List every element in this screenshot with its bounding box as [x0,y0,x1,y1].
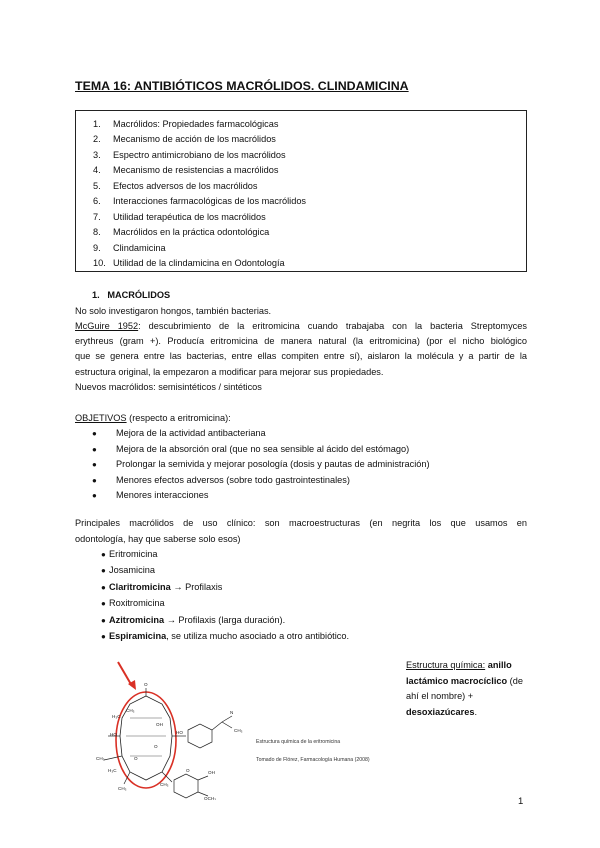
toc-item-label: Utilidad de la clindamicina en Odontología [113,258,285,269]
toc-item-number: 8. [93,227,101,238]
paragraph-line: estructura original, la empezaron a modificar para mejorar sus propiedades. [75,367,384,377]
toc-list [93,117,306,272]
macrolido-text: Roxitromicina [109,598,165,609]
bullet-icon: ● [101,615,106,625]
atom-label: CH₃ [96,756,105,761]
toc-item-label: Mecanismo de acción de los macrólidos [113,134,276,145]
red-arrow-shaft [118,662,132,686]
toc-item-label: Clindamicina [113,242,166,253]
figure-source: Tomado de Flórez, Farmacología Humana (2008) [256,757,370,763]
section-heading [92,288,170,304]
atom-label: CH₃ [126,708,135,713]
page-title: TEMA 16: ANTIBIÓTICOS MACRÓLIDOS. CLINDAMICINA [75,79,409,93]
objetivo-text: Mejora de la absorción oral (que no sea sensible al ácido del estómago) [116,443,410,454]
objetivos-suffix: (respecto a eritromicina): [126,413,231,423]
macrolido-name-bold: Espiramicina [109,631,167,641]
paragraph-line: Nuevos macrólidos: semisintéticos / sintéticos [75,382,262,392]
bullet-icon: ● [92,460,97,469]
atom-label: CH₃ [234,728,243,733]
macrolido-item [101,580,222,596]
atom-label: HO [110,732,117,737]
macrolido-text: , se utiliza mucho asociado a otro antibiótico. [166,631,350,641]
toc-item-label: Macrólidos: Propiedades farmacológicas [113,119,279,129]
paragraph-line [75,319,527,335]
toc-item [93,194,306,209]
toc-item-number: 3. [93,149,101,160]
toc-item-number: 2. [93,134,101,145]
toc-item-label: Efectos adversos de los macrólidos [113,180,258,191]
objetivos-label: OBJETIVOS [75,413,127,423]
paragraph-line: erythreus (gram +). Producía eritromicina de manera natural (la eritromicina) (por el nicho biológico [75,336,527,346]
atom-label: O [154,744,158,749]
bullet-icon: ● [101,550,106,559]
section-heading-text: MACRÓLIDOS [107,290,171,300]
page-number: 1 [518,796,524,807]
objetivo-item [92,488,208,504]
macrocycle-highlight-ellipse [116,692,176,788]
atom-label: O [134,756,138,761]
atom-label: CH₃ [118,786,127,791]
atom-label: HO [176,730,183,735]
objetivo-item [92,473,350,489]
toc-item [93,163,306,178]
paragraph-line: que se genera entre las bacterias, entre ellas compiten entre sí), aislaron la molécula y a partir de la [75,351,527,361]
macrolido-text: → Profilaxis (larga duración). [164,614,286,625]
paragraph-line: odontología, hay que saberse solo esos) [75,534,241,544]
atom-label: O [144,682,148,687]
toc-item-number: 9. [93,242,101,253]
macrolido-text: → Profilaxis [170,581,223,592]
bullet-icon: ● [101,599,106,609]
macrolido-item [101,547,158,563]
bullet-icon: ● [92,475,97,485]
atom-label: OH [208,770,215,775]
bullet-icon: ● [92,429,97,438]
estructura-label: Estructura química: [406,660,486,670]
bullet-icon: ● [92,444,97,454]
bullet-icon: ● [101,566,106,576]
bullet-icon: ● [92,491,97,500]
cladinose-sugar-ring [174,774,198,798]
macrolido-item [101,613,285,629]
macrolido-name-bold: Azitromicina [109,614,165,625]
objetivo-text: Prolongar la semivida y mejorar posología (dosis y pautas de administración) [116,459,430,469]
toc-item-number: 4. [93,165,101,176]
estructura-end: . [474,706,477,717]
paragraph-text: : descubrimiento de la eritromicina cuando trabajaba con la bacteria Streptomyces [138,321,527,331]
section-heading-number: 1. [92,290,100,300]
reference-mcguire: McGuire 1952 [75,321,139,331]
bullet-icon: ● [101,632,106,641]
toc-item-number: 6. [93,196,101,207]
toc-item [93,148,306,163]
macrolido-text: Josamicina [109,565,155,576]
toc-item-label: Espectro antimicrobiano de los macrólidos [113,149,286,160]
toc-item [93,225,306,240]
paragraph-line: No solo investigaron hongos, también bacterias. [75,306,272,316]
objetivo-text: Mejora de la actividad antibacteriana [116,428,266,438]
paragraph-line: Principales macrólidos de uso clínico: son macroestructuras (en negrita los que usamos en [75,518,527,528]
atom-label: CH₃ [160,782,169,787]
toc-item-label: Macrólidos en la práctica odontológica [113,227,270,238]
objetivo-text: Menores efectos adversos (sobre todo gastrointestinales) [116,474,350,485]
estructura-quimica-text [406,658,528,720]
estructura-plain: (de ahí el nombre) + [406,675,523,701]
toc-item-number: 5. [93,180,101,191]
atom-labels [96,682,243,800]
objetivo-text: Menores interacciones [116,490,209,500]
toc-item-number: 7. [93,211,101,222]
atom-label: O [186,768,190,773]
atom-label: OH [156,722,163,727]
atom-label: OCH₃ [204,796,217,800]
objetivo-item [92,442,409,458]
objetivos-heading [75,411,231,427]
figure-caption: Estructura química de la eritromicina [256,739,341,745]
objetivo-item [92,457,430,473]
toc-item-label: Utilidad terapéutica de los macrólidos [113,211,266,222]
table-of-contents [75,110,527,272]
toc-item [93,256,306,271]
atom-label: H₃C [108,768,117,773]
desosamine-sugar-ring [188,724,212,748]
macrolido-item [101,596,165,612]
estructura-bold-2: desoxiazúcares [406,706,475,717]
objetivo-item [92,426,266,442]
macrolido-item [101,563,155,579]
toc-item [93,210,306,225]
atom-label: N [230,710,234,715]
bullet-icon: ● [101,582,106,592]
toc-item-label: Interacciones farmacológicas de los macrólidos [113,196,307,207]
atom-label: H₃C [112,714,121,719]
macrolido-item [101,629,349,645]
toc-item-number: 10. [93,258,106,269]
toc-item-number: 1. [93,119,101,129]
erythromycin-structure-figure [90,660,250,800]
toc-item [93,117,306,132]
toc-item-label: Mecanismo de resistencias a macrólidos [113,165,279,176]
toc-item [93,179,306,194]
macrolido-name-bold: Claritromicina [109,581,171,592]
macrolido-text: Eritromicina [109,549,158,559]
toc-item [93,132,306,147]
toc-item [93,241,306,256]
estructura-bold-1: anillo lactámico macrocíclico [406,660,512,686]
